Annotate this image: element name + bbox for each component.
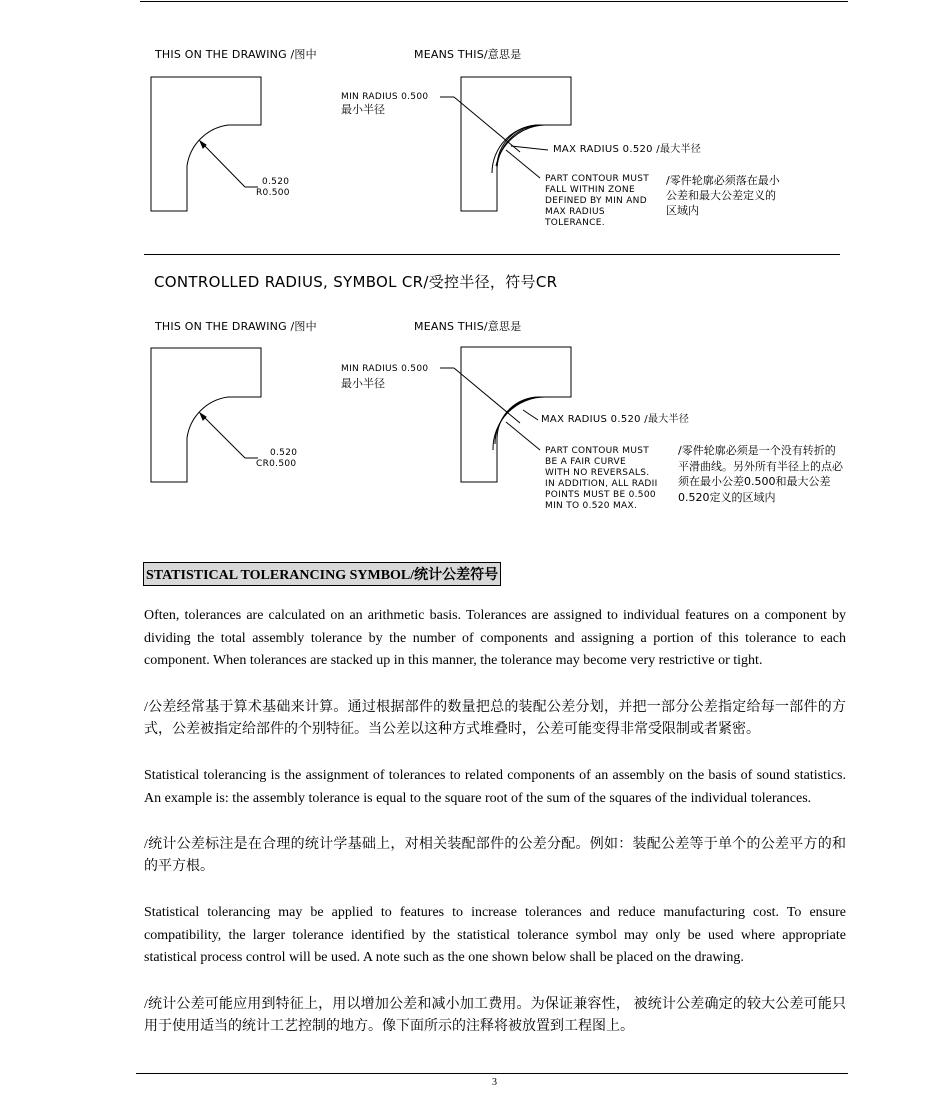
paragraph-1-cn: /公差经常基于算术基础来计算。通过根据部件的数量把总的装配公差分划，并把一部分公差指定给每一部件的方式，公差被指定给部件的个别特征。当公差以这种方式堆叠时，公差可能变得非常受限制或者紧密。 [144,700,846,737]
contour-line: MIN TO 0.520 MAX. [545,501,638,511]
contour-line: TOLERANCE. [545,218,605,228]
paragraph-3-en: Statistical tolerancing may be applied to features to increase tolerances and reduce manufacturing cost. To ensure compatibility, the larger tolerance identified by the statistical tolerance symbol may only be used where appropriate statistical process control will be used. A note such as the one shown below shall be placed on the drawing. [144,905,846,966]
paragraph-2-en: Statistical tolerancing is the assignment of tolerances to related components of an assembly on the basis of sound statistics. An example is: the assembly tolerance is equal to the square root of the sum of the squares of the individual tolerances. [144,768,846,806]
contour-line: BE A FAIR CURVE [545,457,626,467]
paragraph-3-cn: /统计公差可能应用到特征上，用以增加公差和减小加工费用。为保证兼容性， 被统计公差确定的较大公差可能只用于使用适当的统计工艺控制的地方。像下面所示的注释将被放置到工程图上。 [144,997,846,1034]
fig1-part-contour-cn: /零件轮廓必须落在最小公差和最大公差定义的区域内 [666,174,780,217]
fig2-min-radius-label: MIN RADIUS 0.500 [341,364,429,374]
fig1-part-contour [545,174,649,229]
contour-line: MAX RADIUS [545,207,605,217]
paragraph-1-en: Often, tolerances are calculated on an arithmetic basis. Tolerances are assigned to individual features on a component by dividing the total assembly tolerance by the number of components and assigning a portion of this tolerance to each component. When tolerances are stacked up in this manner, the tolerance may become very restrictive or tight. [144,608,846,669]
contour-line: PART CONTOUR MUST [545,446,650,456]
fig1-dim-value: 0.520 [262,177,290,187]
fig1-left-drawing [151,77,261,211]
fig2-max-radius-label: MAX RADIUS 0.520 /最大半径 [541,414,690,425]
fig2-left-heading: THIS ON THE DRAWING /图中 [155,320,317,333]
fig1-right-heading: MEANS THIS/意思是 [414,48,522,61]
fig1-dim-radius: R0.500 [256,188,290,198]
fig2-dim-value: 0.520 [270,448,298,458]
contour-line: IN ADDITION, ALL RADII [545,479,658,489]
fig1-min-radius-cn: 最小半径 [341,103,385,116]
statistical-heading: STATISTICAL TOLERANCING SYMBOL/统计公差符号 [143,562,501,586]
contour-line: PART CONTOUR MUST [545,174,650,184]
fig2-min-radius-cn: 最小半径 [341,377,385,390]
fig1-min-radius-label: MIN RADIUS 0.500 [341,92,429,102]
contour-line: POINTS MUST BE 0.500 [545,490,656,500]
section-divider [144,254,840,255]
fig2-left-drawing [151,348,261,482]
controlled-radius-title: CONTROLLED RADIUS, SYMBOL CR/受控半径，符号CR [154,273,558,291]
paragraph-2-cn: /统计公差标注是在合理的统计学基础上，对相关装配部件的公差分配。例如：装配公差等于单个的公差平方的和的平方根。 [144,837,846,874]
fig2-part-contour-cn: /零件轮廓必须是一个没有转折的平滑曲线。另外所有半径上的点必须在最小公差0.500和最大公差0.520定义的区域内 [678,444,843,504]
contour-line: DEFINED BY MIN AND [545,196,647,206]
contour-line: WITH NO REVERSALS. [545,468,650,478]
fig2-dim-radius: CR0.500 [256,459,297,469]
fig1-max-radius-label: MAX RADIUS 0.520 /最大半径 [553,144,702,155]
page-number: 3 [492,1077,497,1088]
fig2-part-contour [545,446,658,512]
fig2-right-heading: MEANS THIS/意思是 [414,320,522,333]
fig1-left-heading: THIS ON THE DRAWING /图中 [155,48,317,61]
footer-rule [136,1073,848,1074]
contour-line: FALL WITHIN ZONE [545,185,635,195]
